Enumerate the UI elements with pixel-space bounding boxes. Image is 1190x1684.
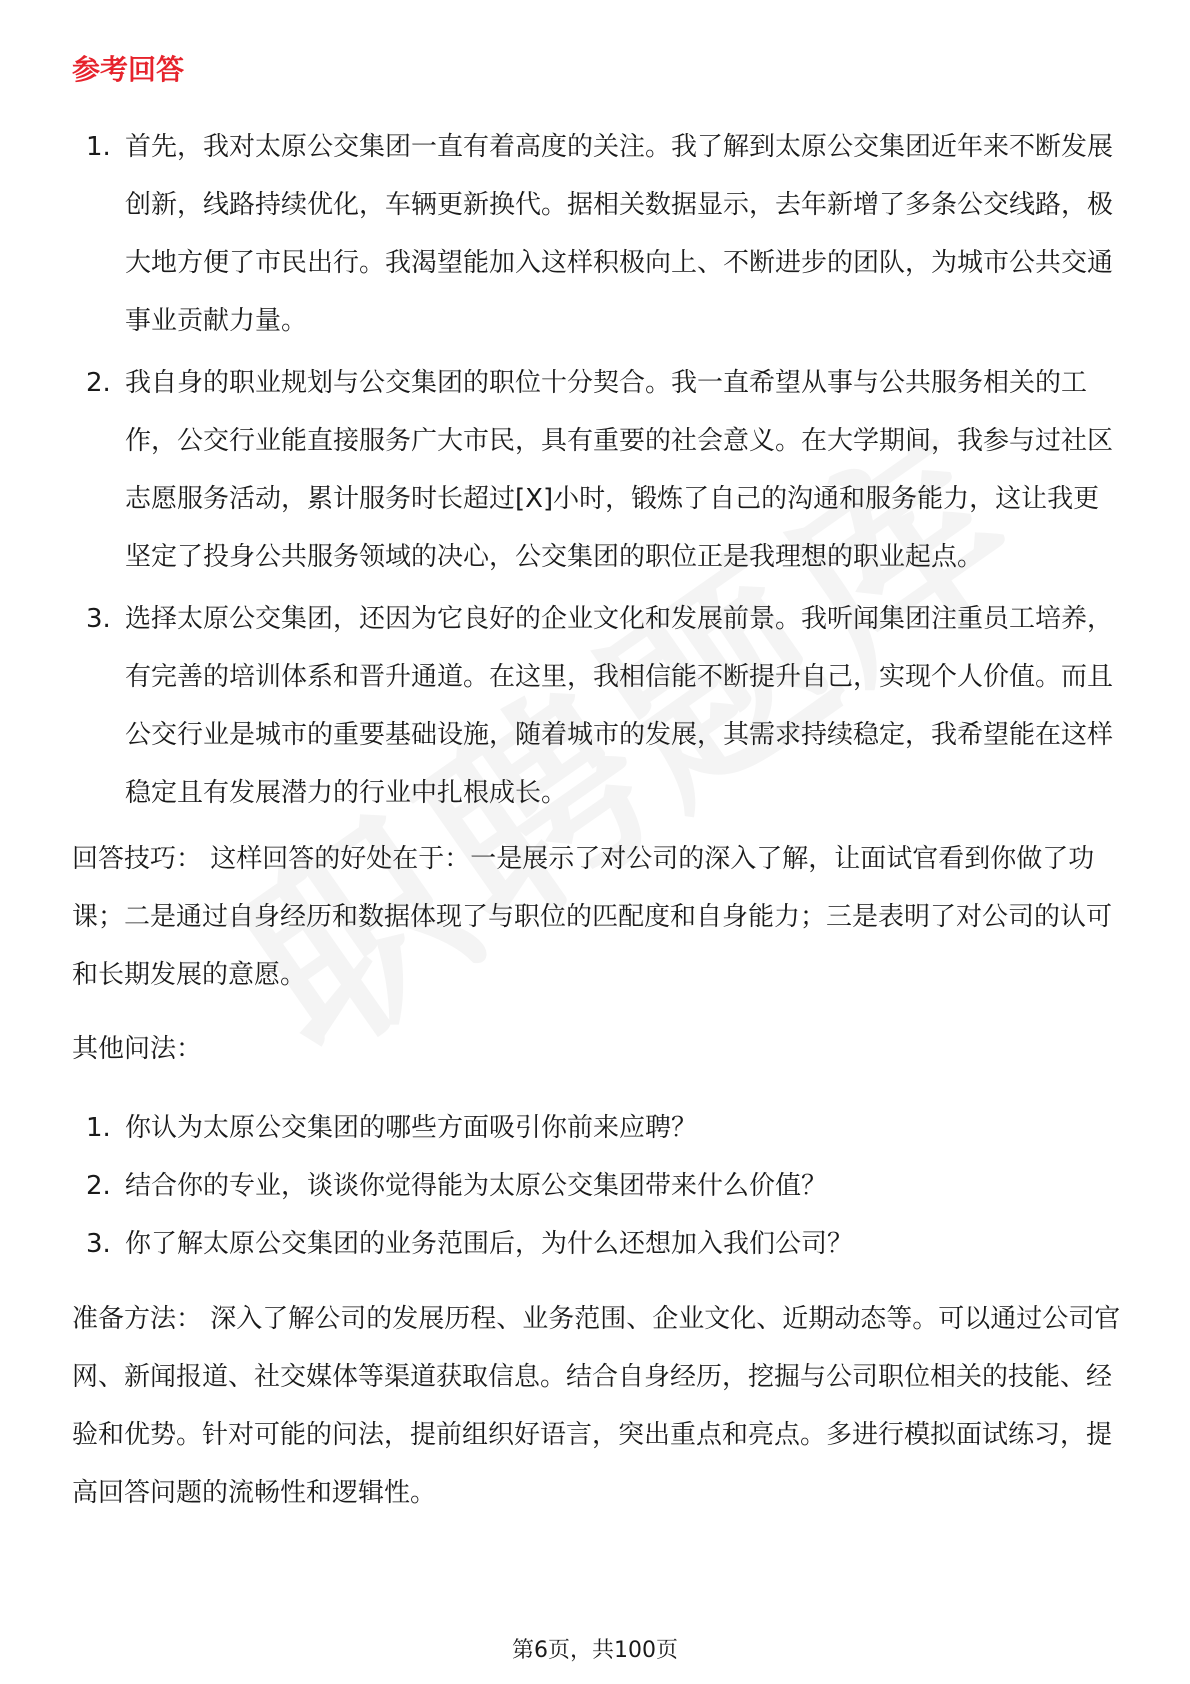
other-question-item xyxy=(72,1099,1122,1157)
answer-number: 1. xyxy=(86,132,111,162)
answer-item xyxy=(72,354,1122,586)
answer-text: 首先，我对太原公交集团一直有着高度的关注。我了解到太原公交集团近年来不断发展创新，线路持续优化，车辆更新换代。据相关数据显示，去年新增了多条公交线路，极大地方便了市民出行。我渴望能加入这样积极向上、不断进步的团队，为城市公共交通事业贡献力量。 xyxy=(125,132,1114,336)
section-title: 参考回答 xyxy=(72,53,185,86)
question-number: 1. xyxy=(86,1113,111,1143)
question-text: 结合你的专业，谈谈你觉得能为太原公交集团带来什么价值？ xyxy=(125,1171,828,1201)
answer-item xyxy=(72,590,1122,822)
answer-number: 3. xyxy=(86,604,111,634)
answer-text: 选择太原公交集团，还因为它良好的企业文化和发展前景。我听闻集团注重员工培养，有完善的培训体系和晋升通道。在这里，我相信能不断提升自己，实现个人价值。而且公交行业是城市的重要基础设施，随着城市的发展，其需求持续稳定，我希望能在这样稳定且有发展潜力的行业中扎根成长。 xyxy=(125,604,1114,808)
answer-item xyxy=(72,118,1122,350)
question-text: 你认为太原公交集团的哪些方面吸引你前来应聘？ xyxy=(125,1113,698,1143)
answer-tips: 回答技巧： 这样回答的好处在于：一是展示了对公司的深入了解，让面试官看到你做了功课；二是通过自身经历和数据体现了与职位的匹配度和自身能力；三是表明了对公司的认可和长期发展的意愿。 xyxy=(72,844,1113,990)
question-number: 3. xyxy=(86,1229,111,1259)
other-question-item xyxy=(72,1215,1122,1273)
page-number-footer: 第6页，共100页 xyxy=(512,1638,678,1663)
preparation-method: 准备方法： 深入了解公司的发展历程、业务范围、企业文化、近期动态等。可以通过公司官网、新闻报道、社交媒体等渠道获取信息。结合自身经历，挖掘与公司职位相关的技能、经验和优势。针对可能的问法，提前组织好语言，突出重点和亮点。多进行模拟面试练习，提高回答问题的流畅性和逻辑性。 xyxy=(72,1304,1121,1508)
other-questions-title: 其他问法： xyxy=(72,1034,203,1064)
answer-list xyxy=(72,118,1122,826)
answer-number: 2. xyxy=(86,368,111,398)
answer-text: 我自身的职业规划与公交集团的职位十分契合。我一直希望从事与公共服务相关的工作，公交行业能直接服务广大市民，具有重要的社会意义。在大学期间，我参与过社区志愿服务活动，累计服务时长超过[X]小时，锻炼了自己的沟通和服务能力，这让我更坚定了投身公共服务领域的决心，公交集团的职位正是我理想的职业起点。 xyxy=(125,368,1114,572)
question-number: 2. xyxy=(86,1171,111,1201)
other-question-item xyxy=(72,1157,1122,1215)
question-text: 你了解太原公交集团的业务范围后，为什么还想加入我们公司？ xyxy=(125,1229,854,1259)
other-questions-list xyxy=(72,1099,1122,1273)
